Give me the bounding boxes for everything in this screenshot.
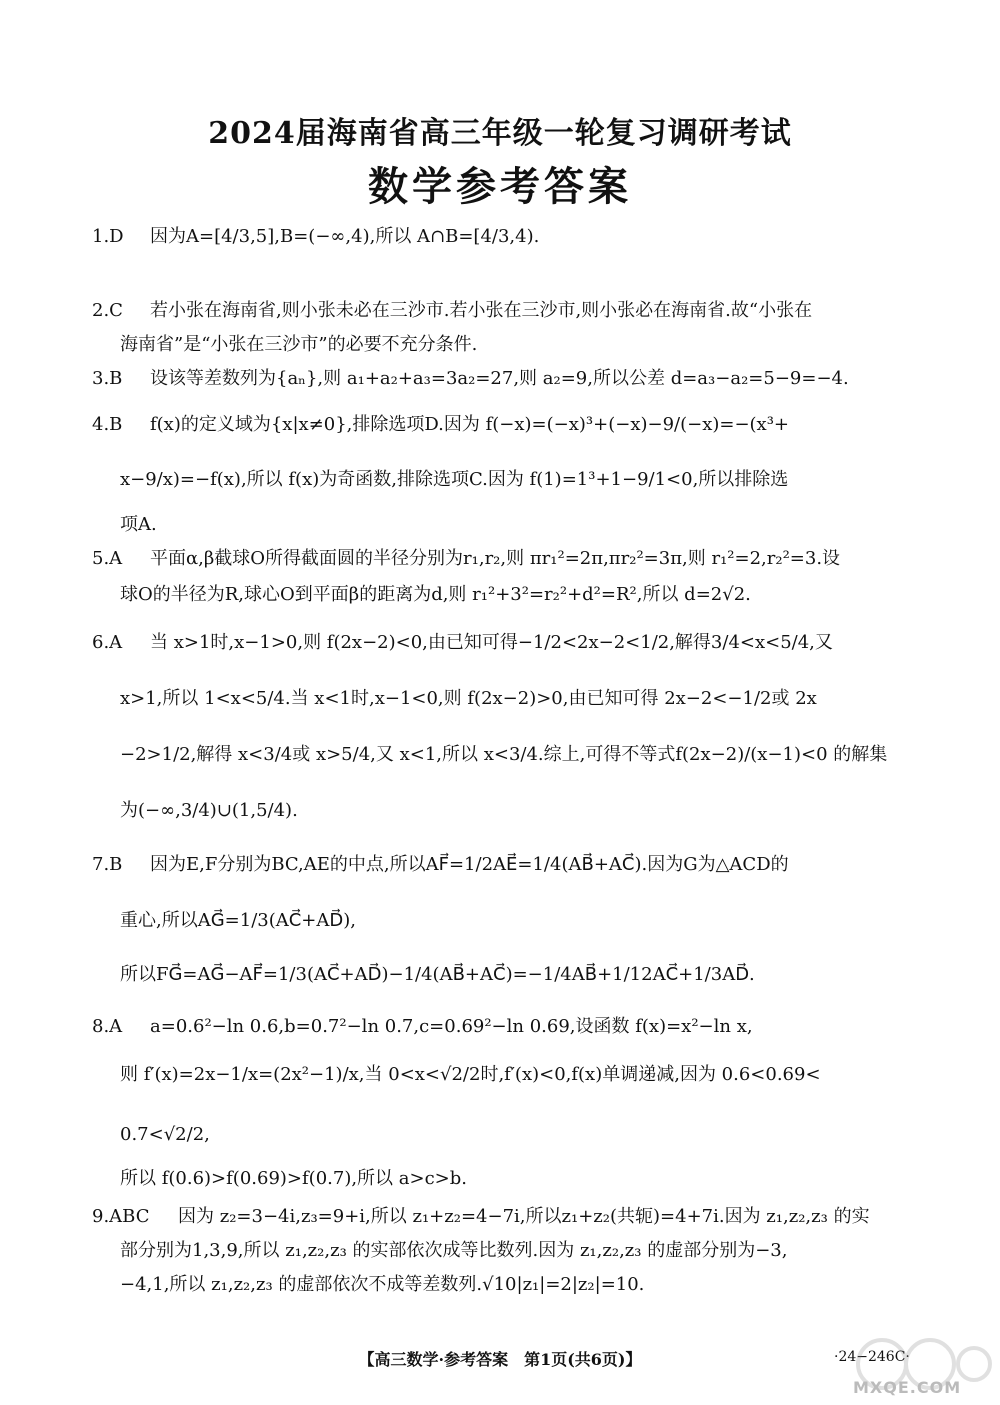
answer-4-number: 4.B <box>92 414 123 435</box>
answer-2-line-1: 若小张在海南省,则小张未必在三沙市.若小张在三沙市,则小张必在海南省.故“小张在 <box>150 300 813 321</box>
answer-6-number: 6.A <box>92 632 123 653</box>
answer-5-line-1: 平面α,β截球O所得截面圆的半径分别为r₁,r₂,则 πr₁²=2π,πr₂²=3π,则 r₁²=2,r₂²=3.设 <box>150 548 841 569</box>
answer-9-line-1: 因为 z₂=3−4i,z₃=9+i,所以 z₁+z₂=4−7i,所以z₁+z₂(共轭)=4+7i.因为 z₁,z₂,z₃ 的实 <box>178 1206 870 1227</box>
answer-6-line-3: −2>1/2,解得 x<3/4或 x>5/4,又 x<1,所以 x<3/4.综上,可得不等式f(2x−2)/(x−1)<0 的解集 <box>120 744 888 765</box>
watermark-text: MXQE.COM <box>853 1378 962 1397</box>
answer-8-line-2: 则 f′(x)=2x−1/x=(2x²−1)/x,当 0<x<√2/2时,f′(x)<0,f(x)单调递减,因为 0.6<0.69< <box>120 1064 821 1085</box>
answer-4-line-3: 项A. <box>120 514 157 535</box>
answer-4-line-1: f(x)的定义域为{x|x≠0},排除选项D.因为 f(−x)=(−x)³+(−x)−9/(−x)=−(x³+ <box>150 414 790 435</box>
answer-9-line-3: −4,1,所以 z₁,z₂,z₃ 的虚部依次不成等差数列.√10|z₁|=2|z₂|=10. <box>120 1274 645 1295</box>
page-title: 2024届海南省高三年级一轮复习调研考试 <box>208 116 792 151</box>
answer-7-line-3: 所以FG⃗=AG⃗−AF⃗=1/3(AC⃗+AD⃗)−1/4(AB⃗+AC⃗)=−1/4AB⃗+1/12AC⃗+1/3AD⃗. <box>120 964 755 985</box>
answer-6-line-4: 为(−∞,3/4)∪(1,5/4). <box>120 800 298 821</box>
answer-6-line-2: x>1,所以 1<x<5/4.当 x<1时,x−1<0,则 f(2x−2)>0,由已知可得 2x−2<−1/2或 2x <box>120 688 817 709</box>
answer-9-line-2: 部分别为1,3,9,所以 z₁,z₂,z₃ 的实部依次成等比数列.因为 z₁,z₂,z₃ 的虚部分别为−3, <box>120 1240 788 1261</box>
answer-2-number: 2.C <box>92 300 123 321</box>
answer-6-line-1: 当 x>1时,x−1>0,则 f(2x−2)<0,由已知可得−1/2<2x−2<1/2,解得3/4<x<5/4,又 <box>150 632 833 653</box>
answer-9-number: 9.ABC <box>92 1206 150 1227</box>
answer-2-line-2: 海南省”是“小张在三沙市”的必要不充分条件. <box>120 334 478 355</box>
answer-7-line-1: 因为E,F分别为BC,AE的中点,所以AF⃗=1/2AE⃗=1/4(AB⃗+AC⃗).因为G为△ACD的 <box>150 854 789 875</box>
answer-1-number: 1.D <box>92 226 124 247</box>
page-footer: 【高三数学·参考答案 第1页(共6页)】 <box>358 1350 642 1369</box>
answer-7-number: 7.B <box>92 854 123 875</box>
answer-8-line-3: 0.7<√2/2, <box>120 1124 210 1145</box>
answer-7-line-2: 重心,所以AG⃗=1/3(AC⃗+AD⃗), <box>120 910 356 931</box>
answer-3-line-1: 设该等差数列为{aₙ},则 a₁+a₂+a₃=3a₂=27,则 a₂=9,所以公差 d=a₃−a₂=5−9=−4. <box>150 368 849 389</box>
page-subtitle: 数学参考答案 <box>368 163 632 210</box>
answer-8-line-1: a=0.6²−ln 0.6,b=0.7²−ln 0.7,c=0.69²−ln 0.69,设函数 f(x)=x²−ln x, <box>150 1016 753 1037</box>
paper-code: ·24−246C· <box>834 1349 910 1365</box>
answer-8-number: 8.A <box>92 1016 123 1037</box>
answer-3-number: 3.B <box>92 368 123 389</box>
answer-5-line-2: 球O的半径为R,球心O到平面β的距离为d,则 r₁²+3²=r₂²+d²=R²,所以 d=2√2. <box>120 584 751 605</box>
answer-5-number: 5.A <box>92 548 123 569</box>
answer-4-line-2: x−9/x)=−f(x),所以 f(x)为奇函数,排除选项C.因为 f(1)=1³+1−9/1<0,所以排除选 <box>120 469 789 490</box>
answer-1-line-1: 因为A=[4/3,5],B=(−∞,4),所以 A∩B=[4/3,4). <box>150 226 540 247</box>
answer-8-line-4: 所以 f(0.6)>f(0.69)>f(0.7),所以 a>c>b. <box>120 1168 468 1189</box>
